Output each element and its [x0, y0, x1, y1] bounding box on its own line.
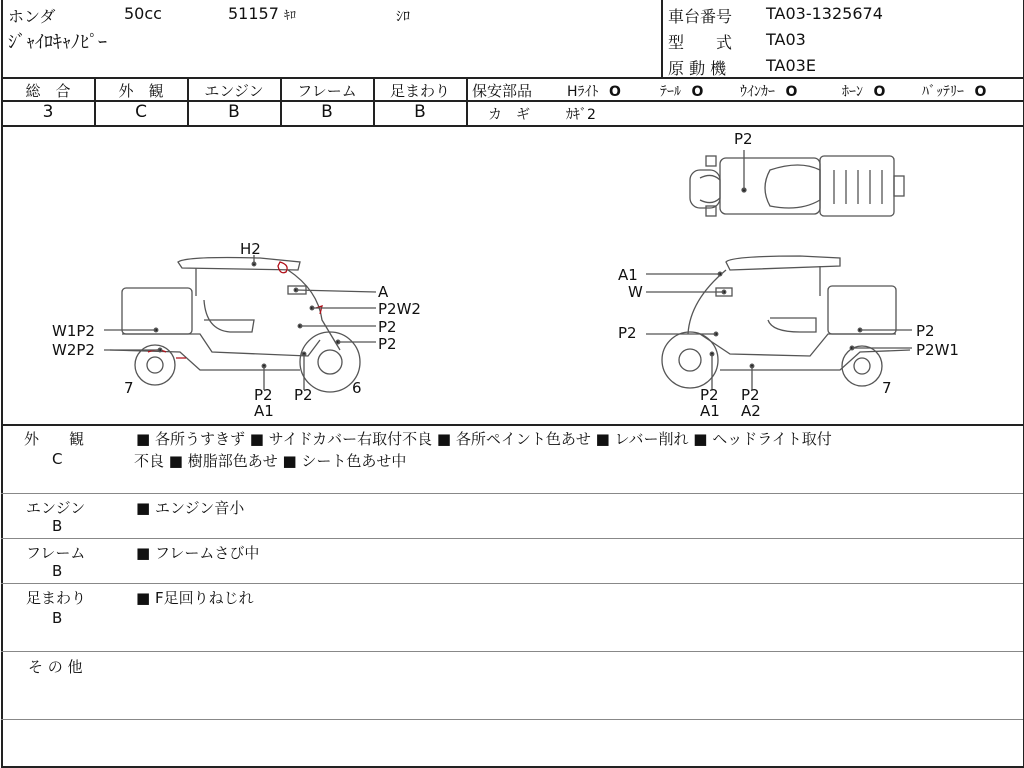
remark-line: ■ 各所うすきず ■ サイドカバー右取付不良 ■ 各所ペイント色あせ ■ レバー削れ ■ ヘッドライト取付: [136, 430, 832, 448]
diagram-label: P2: [916, 322, 935, 340]
grade-header-overall: 総 合: [25, 82, 71, 100]
diagram-label: W1P2: [52, 322, 95, 340]
safety-item-mark: O: [974, 84, 987, 100]
remark-category: 足まわり: [26, 589, 87, 607]
diagram-label: P2: [378, 335, 397, 353]
key-label: カ ギ: [488, 107, 530, 123]
engine-model-label: 原 動 機: [668, 59, 727, 78]
remark-line: 不良 ■ 樹脂部色あせ ■ シート色あせ中: [134, 452, 407, 470]
frame-no-value: TA03-1325674: [766, 4, 883, 23]
grade-engine: B: [228, 102, 240, 122]
remark-category: そ の 他: [28, 658, 83, 676]
diagram-label: A: [378, 283, 389, 301]
safety-item-label: ｳｲﾝｶｰ: [740, 84, 775, 100]
remark-line: ■ フレームさび中: [136, 544, 260, 562]
safety-item-mark: O: [873, 84, 886, 100]
remark-line: ■ エンジン音小: [136, 499, 245, 517]
safety-item-mark: O: [608, 84, 621, 100]
model-name: ｼﾞｬｲﾛｷｬﾉﾋﾟｰ: [8, 32, 107, 53]
scooter-left-view: [104, 255, 376, 392]
remark-grade: B: [52, 562, 63, 580]
remark-category: 外 観: [24, 430, 85, 448]
grade-header-exterior: 外 観: [118, 82, 164, 100]
frame-no-label: 車台番号: [668, 7, 733, 26]
grade-header-frame: フレーム: [297, 82, 357, 100]
diagram-label: 7: [124, 379, 134, 397]
diagram-label: W: [628, 283, 643, 301]
grade-exterior: C: [135, 102, 147, 122]
diagram-label: P2W2: [378, 300, 421, 318]
safety-item-label: ﾃｰﾙ: [660, 84, 681, 100]
remark-category: フレーム: [26, 544, 86, 562]
safety-item-label: Hﾗｲﾄ: [567, 84, 599, 100]
diagram-label: P2: [734, 130, 753, 148]
mileage-unit: ｷﾛ: [284, 8, 297, 22]
grade-header-engine: エンジン: [204, 82, 264, 100]
diagram-label: P2W1: [916, 341, 959, 359]
diagram-label: 6: [352, 379, 362, 397]
diagram-label: P2: [618, 324, 637, 342]
remark-grade: C: [52, 450, 63, 468]
type-label: 型 式: [668, 33, 733, 52]
safety-item-label: ﾎｰﾝ: [842, 84, 863, 100]
diagram-label: A2: [741, 402, 761, 420]
safety-item-label: ﾊﾞｯﾃﾘｰ: [922, 84, 964, 100]
scooter-top-view: [690, 150, 904, 216]
diagram-label: P2: [700, 386, 719, 404]
grade-overall: 3: [42, 102, 54, 122]
diagram-label: W2P2: [52, 341, 95, 359]
diagram-label: H2: [240, 240, 261, 258]
remark-line: ■ F足回りねじれ: [136, 589, 254, 607]
safety-item-mark: O: [691, 84, 704, 100]
remark-grade: B: [52, 609, 63, 627]
color: ｼﾛ: [396, 9, 410, 25]
diagram-label: P2: [294, 386, 313, 404]
diagram-label: A1: [618, 266, 638, 284]
diagram-label: A1: [254, 402, 274, 420]
grade-header-suspension: 足まわり: [389, 82, 450, 100]
displacement: 50cc: [124, 4, 162, 23]
engine-model-value: TA03E: [766, 56, 816, 75]
safety-label: 保安部品: [472, 82, 533, 100]
scooter-right-view: [646, 256, 912, 390]
diagram-label: A1: [700, 402, 720, 420]
remark-grade: B: [52, 517, 63, 535]
diagram-label: P2: [254, 386, 273, 404]
safety-item-mark: O: [785, 84, 798, 100]
diagram-label: P2: [741, 386, 760, 404]
type-value: TA03: [766, 30, 806, 49]
key-value: ｶｷﾞ2: [566, 107, 596, 123]
diagram-label: P2: [378, 318, 397, 336]
grade-frame: B: [321, 102, 333, 122]
diagram-label: 7: [882, 379, 892, 397]
mileage-value: 51157: [228, 4, 279, 23]
maker: ホンダ: [8, 7, 56, 26]
grade-suspension: B: [414, 102, 426, 122]
remark-category: エンジン: [26, 499, 86, 517]
